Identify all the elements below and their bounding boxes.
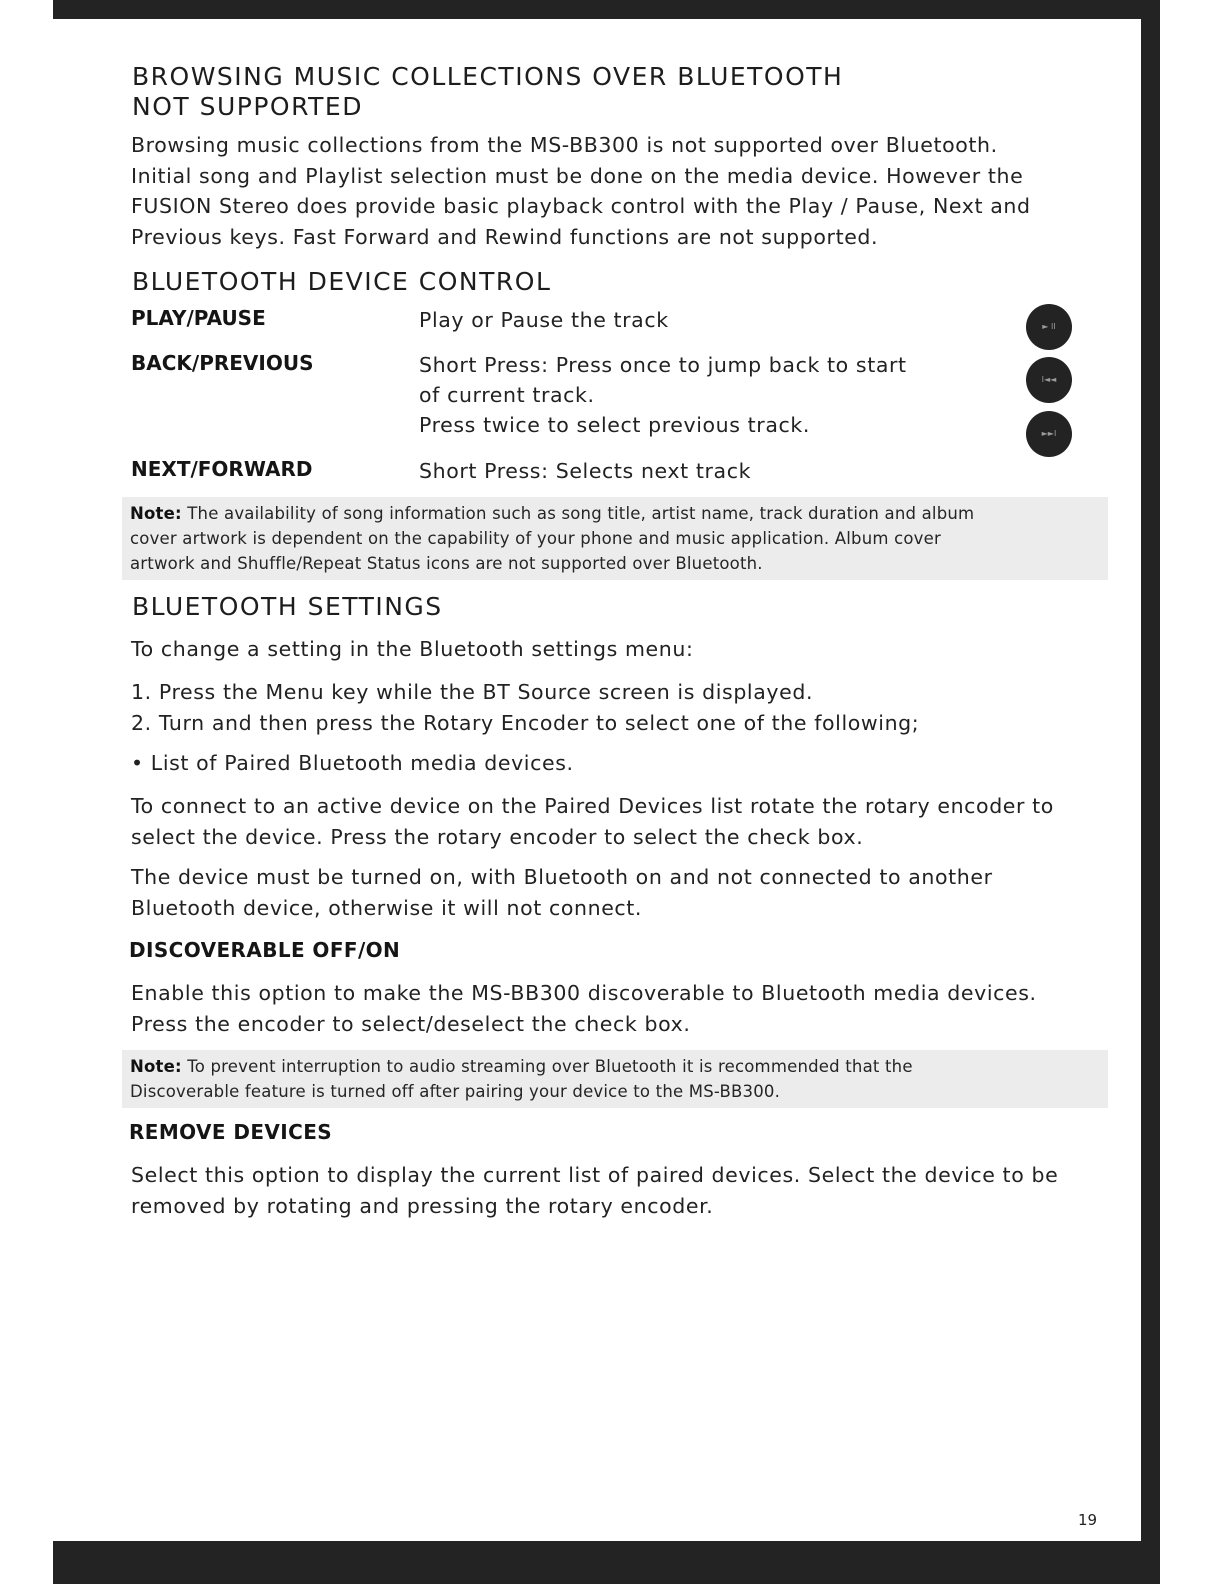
device-control-heading: BLUETOOTH DEVICE CONTROL	[132, 267, 552, 296]
text-line: Short Press: Press once to jump back to start	[419, 353, 907, 377]
text-line: Browsing music collections from the MS-BB300 is not supported over Bluetooth.	[131, 133, 998, 157]
text-line: To connect to an active device on the Paired Devices list rotate the rotary encoder to	[131, 794, 1054, 818]
note-line	[130, 1054, 1100, 1079]
text-line: Initial song and Playlist selection must be done on the media device. However the	[131, 163, 1024, 188]
list-item: 2. Turn and then press the Rotary Encoder to select one of the following;	[131, 710, 920, 735]
text-line: Bluetooth device, otherwise it will not connect.	[131, 895, 643, 920]
note-text: The availability of song information such as song title, artist name, track duration and album	[181, 504, 975, 523]
bottom-border	[53, 1541, 1160, 1584]
note-text: To prevent interruption to audio streaming over Bluetooth it is recommended that the	[181, 1057, 913, 1076]
back-previous-desc	[419, 350, 979, 440]
right-border	[1141, 0, 1160, 1584]
play-pause-label: PLAY/PAUSE	[131, 306, 266, 330]
text-line: Press twice to select previous track.	[419, 413, 810, 437]
next-forward-desc	[419, 456, 979, 486]
settings-heading: BLUETOOTH SETTINGS	[132, 592, 443, 621]
discoverable-heading: DISCOVERABLE OFF/ON	[129, 938, 401, 962]
discoverable-note	[122, 1050, 1108, 1108]
text-line: FUSION Stereo does provide basic playback control with the Play / Pause, Next and	[131, 194, 1031, 218]
song-info-note	[122, 497, 1108, 580]
paired-devices-bullet: • List of Paired Bluetooth media devices.	[131, 751, 574, 775]
next-forward-label: NEXT/FORWARD	[131, 457, 313, 481]
settings-steps	[131, 677, 1091, 738]
browsing-paragraph	[131, 130, 1091, 252]
note-line: Discoverable feature is turned off after pairing your device to the MS-BB300.	[130, 1082, 781, 1101]
device-requirement-paragraph	[131, 862, 1091, 923]
play-pause-icon: ► II	[1026, 304, 1072, 350]
discoverable-paragraph	[131, 978, 1091, 1039]
note-line	[130, 501, 1100, 526]
note-label: Note:	[130, 504, 182, 523]
text-line: removed by rotating and pressing the rotary encoder.	[131, 1193, 714, 1218]
list-item: 1. Press the Menu key while the BT Source screen is displayed.	[131, 680, 814, 704]
previous-track-icon: I◄◄	[1026, 357, 1072, 403]
back-previous-label: BACK/PREVIOUS	[131, 351, 314, 375]
text-line: Play or Pause the track	[419, 308, 669, 332]
note-line: artwork and Shuffle/Repeat Status icons are not supported over Bluetooth.	[130, 554, 763, 573]
note-line: cover artwork is dependent on the capability of your phone and music application. Album cover	[130, 529, 941, 548]
text-line: Press the encoder to select/deselect the check box.	[131, 1011, 691, 1036]
text-line: Short Press: Selects next track	[419, 459, 752, 483]
top-border	[53, 0, 1160, 19]
text-line: Enable this option to make the MS-BB300 discoverable to Bluetooth media devices.	[131, 981, 1037, 1005]
note-label: Note:	[130, 1057, 182, 1076]
text-line: Select this option to display the current list of paired devices. Select the device to be	[131, 1163, 1059, 1187]
next-track-icon: ►►I	[1026, 411, 1072, 457]
text-line: Previous keys. Fast Forward and Rewind functions are not supported.	[131, 224, 879, 249]
browsing-heading-line1: BROWSING MUSIC COLLECTIONS OVER BLUETOOTH	[132, 62, 844, 91]
remove-devices-heading: REMOVE DEVICES	[129, 1120, 333, 1144]
text-line: of current track.	[419, 383, 595, 407]
remove-devices-paragraph	[131, 1160, 1091, 1221]
text-line: select the device. Press the rotary encoder to select the check box.	[131, 824, 864, 849]
browsing-heading-line2: NOT SUPPORTED	[132, 92, 363, 121]
settings-intro: To change a setting in the Bluetooth settings menu:	[131, 637, 694, 661]
text-line: The device must be turned on, with Bluetooth on and not connected to another	[131, 865, 993, 889]
play-pause-desc	[419, 305, 979, 335]
page-number: 19	[1078, 1511, 1098, 1529]
connect-paragraph	[131, 791, 1091, 852]
